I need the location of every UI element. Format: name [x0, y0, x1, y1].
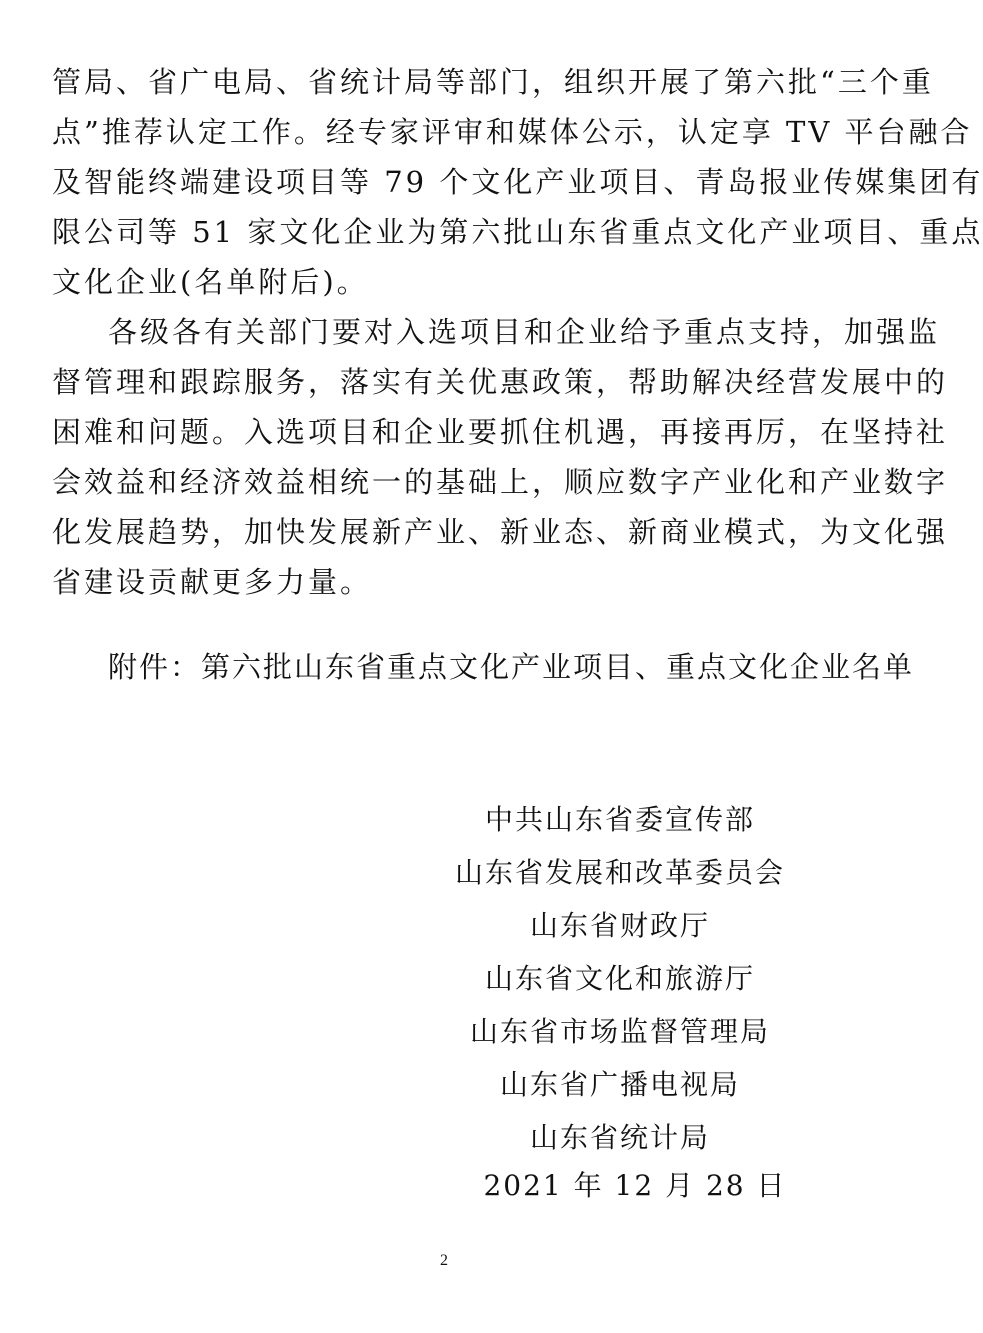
- paragraph-line: 化发展趋势，加快发展新产业、新业态、新商业模式，为文化强: [52, 515, 949, 549]
- paragraph-line: 管局、省广电局、省统计局等部门，组织开展了第六批“三个重: [52, 65, 934, 99]
- paragraph-line: 各级各有关部门要对入选项目和企业给予重点支持，加强监: [108, 315, 941, 349]
- paragraph-line: 会效益和经济效益相统一的基础上，顺应数字产业化和产业数字: [52, 465, 949, 499]
- attachment-text: 附件：第六批山东省重点文化产业项目、重点文化企业名单: [108, 650, 915, 684]
- signatory: 中共山东省委宣传部: [484, 803, 755, 836]
- signatory: 山东省统计局: [529, 1121, 710, 1154]
- paragraph-line: 点”推荐认定工作。经专家评审和媒体公示，认定享 TV 平台融合: [52, 115, 973, 149]
- paragraph-line: 省建设贡献更多力量。: [52, 565, 373, 599]
- paragraph-line: 及智能终端建设项目等 79 个文化产业项目、青岛报业传媒集团有: [52, 165, 983, 199]
- paragraph-line: 督管理和跟踪服务，落实有关优惠政策，帮助解决经营发展中的: [52, 365, 949, 399]
- page-number: 2: [440, 1252, 448, 1269]
- paragraph-line: 限公司等 51 家文化企业为第六批山东省重点文化产业项目、重点: [52, 215, 983, 249]
- paragraph-line: 困难和问题。入选项目和企业要抓住机遇，再接再厉，在坚持社: [52, 415, 949, 449]
- document-date: 2021 年 12 月 28 日: [483, 1169, 787, 1202]
- signatory: 山东省发展和改革委员会: [455, 856, 786, 889]
- paragraph-line: 文化企业(名单附后)。: [52, 265, 369, 299]
- signatory: 山东省文化和旅游厅: [484, 962, 755, 995]
- signatory: 山东省财政厅: [529, 909, 710, 942]
- signatory: 山东省广播电视局: [499, 1068, 740, 1101]
- signatory: 山东省市场监督管理局: [469, 1015, 770, 1048]
